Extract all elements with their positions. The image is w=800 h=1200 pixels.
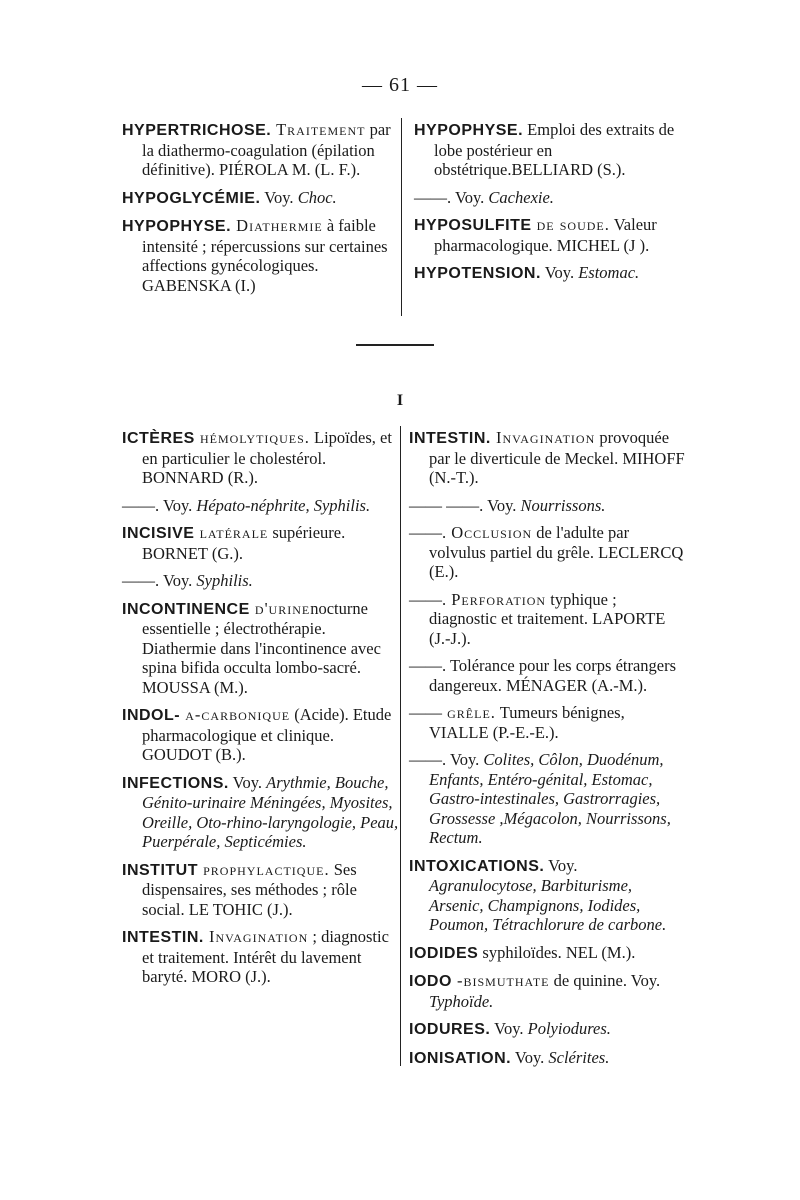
entry-text: Voy. xyxy=(260,187,298,207)
index-entry xyxy=(409,1019,685,1040)
index-entry xyxy=(414,120,688,180)
index-entry xyxy=(409,523,685,582)
entry-dash: —— ——. xyxy=(409,495,484,515)
entry-text: nocturne essentielle ; électrothérapie. Diathermie dans l'incontinence avec spina bifida occulta lombo-sacré. MOUSSA (M.). xyxy=(142,598,381,697)
entry-qualifier: d'urine xyxy=(249,598,311,618)
entry-headword: HYPERTRICHOSE. xyxy=(122,122,272,139)
entry-qualifier: Diathermie xyxy=(231,216,323,235)
entry-crossref: Choc. xyxy=(297,187,337,207)
entry-qualifier: Invagination xyxy=(490,428,596,447)
entry-text: Tumeurs bénignes, VIALLE (P.-E.-E.). xyxy=(429,703,625,742)
index-entry xyxy=(414,188,688,208)
top-left-column xyxy=(122,120,392,303)
entry-headword: INCONTINENCE xyxy=(122,600,250,618)
entry-text: à faible intensité ; répercussions sur certaines affections gynécologiques. GABENSKA (I.) xyxy=(142,216,388,295)
index-entry xyxy=(414,263,688,284)
entry-dash: ——. xyxy=(409,523,447,542)
entry-dash: ——. xyxy=(409,750,447,769)
entry-crossref: Agranulocytose, Barbiturisme, Arsenic, Champignons, Iodides, Poumon, Tétrachlorure de carbone. xyxy=(429,876,667,934)
entry-headword: INTESTIN. xyxy=(409,430,491,447)
entry-crossref: Arythmie, Bouche, Génito-urinaire Méningées, Myosites, Oreille, Oto-rhino-laryngologie, Peau, Puerpérale, Septicémies. xyxy=(142,772,399,851)
index-entry xyxy=(122,216,392,295)
index-entry xyxy=(122,599,400,698)
entry-text: Voy. xyxy=(451,187,489,207)
entry-text: syphiloïdes. NEL (M.). xyxy=(478,942,636,962)
index-entry xyxy=(409,428,685,488)
entry-text: Ses dispensaires, ses méthodes ; rôle social. LE TOHIC (J.). xyxy=(142,859,357,919)
entry-crossref: Estomac. xyxy=(578,263,640,282)
entry-qualifier: Invagination xyxy=(203,927,309,946)
entry-text: Voy. xyxy=(490,1019,528,1038)
index-entry xyxy=(122,773,400,852)
entry-text: supérieure. BORNET (G.). xyxy=(142,523,346,563)
entry-text: Voy. xyxy=(483,495,521,515)
section-divider xyxy=(356,344,434,346)
entry-dash: ——. xyxy=(122,495,160,515)
entry-headword: IODIDES xyxy=(409,944,479,962)
entry-qualifier: α-carbonique xyxy=(180,705,291,724)
entry-headword: INFECTIONS. xyxy=(122,774,229,792)
entry-dash: ——. xyxy=(122,571,160,590)
entry-headword: INTOXICATIONS. xyxy=(409,857,545,875)
entry-text: de quinine. Voy. xyxy=(549,971,661,990)
entry-crossref: Colites, Côlon, Duodénum, Enfants, Entéro-génital, Estomac, Gastro-intestinales, Gastrorragies, Grossesse ,Mégacolon, Nourrissons, Rectum. xyxy=(429,750,671,847)
entry-text: de l'adulte par volvulus partiel du grêle. LECLERCQ (E.). xyxy=(429,523,684,581)
entry-text: Valeur pharmacologique. MICHEL (J ). xyxy=(434,215,657,255)
entry-text: Voy. xyxy=(446,750,484,769)
index-entry xyxy=(122,496,400,516)
entry-qualifier: latérale xyxy=(194,523,269,542)
entry-crossref: Sclérites. xyxy=(548,1047,610,1067)
column-divider-top xyxy=(401,118,402,316)
entry-headword: IONISATION. xyxy=(409,1049,512,1067)
index-entry xyxy=(122,120,392,180)
entry-qualifier: prophylactique. xyxy=(198,859,330,879)
entry-dash: ——. xyxy=(409,589,447,609)
entry-qualifier: -bismuthate xyxy=(451,971,550,990)
index-entry xyxy=(122,705,400,765)
index-entry xyxy=(409,496,685,516)
entry-text: par la diathermo-coagulation (épilation définitive). PIÉROLA M. (L. F.). xyxy=(142,120,391,179)
entry-qualifier: Perforation xyxy=(446,589,547,609)
index-entry xyxy=(409,856,685,935)
entry-text: Voy. xyxy=(228,772,267,792)
entry-qualifier: Occlusion xyxy=(446,523,533,542)
entry-text: Voy. xyxy=(544,855,578,875)
index-entry xyxy=(409,656,685,695)
entry-text: ; diagnostic et traitement. Intérêt du lavement baryté. MORO (J.). xyxy=(142,927,389,986)
index-entry xyxy=(409,590,685,649)
entry-qualifier: grêle. xyxy=(442,703,496,722)
column-divider-bottom xyxy=(400,426,401,1066)
entry-text: Voy. xyxy=(540,263,579,282)
entry-headword: IODO xyxy=(409,973,452,990)
index-entry xyxy=(122,571,400,591)
entry-headword: HYPOPHYSE. xyxy=(122,218,232,235)
index-entry xyxy=(414,215,688,255)
index-entry xyxy=(409,971,685,1011)
entry-headword: HYPOTENSION. xyxy=(414,265,541,282)
entry-dash: —— xyxy=(409,703,442,722)
entry-crossref: Polyiodures. xyxy=(527,1019,611,1038)
index-entry xyxy=(122,188,392,209)
entry-dash: ——. xyxy=(409,656,447,675)
index-entry xyxy=(409,750,685,848)
entry-text: Voy. xyxy=(159,571,197,590)
entry-headword: INCISIVE xyxy=(122,525,195,542)
entry-headword: IODURES. xyxy=(409,1021,491,1038)
index-entry xyxy=(409,943,685,964)
bottom-right-column xyxy=(409,428,685,1076)
entry-crossref: Hépato-néphrite, Syphilis. xyxy=(196,495,371,515)
entry-headword: INSTITUT xyxy=(122,861,198,879)
entry-headword: INTESTIN. xyxy=(122,929,204,946)
top-right-column xyxy=(414,120,688,292)
entry-headword: INDOL- xyxy=(122,707,181,724)
entry-headword: HYPOSULFITE xyxy=(414,217,532,234)
index-entry xyxy=(122,523,400,563)
index-entry xyxy=(409,1048,685,1069)
entry-dash: ——. xyxy=(414,187,452,207)
entry-text: Emploi des extraits de lobe postérieur en obstétrique.BELLIARD (S.). xyxy=(434,120,675,179)
entry-text: Lipoïdes, et en particulier le cholestérol. BONNARD (R.). xyxy=(142,428,392,487)
index-entry xyxy=(122,860,400,920)
entry-crossref: Typhoïde. xyxy=(429,991,494,1011)
index-entry xyxy=(122,428,400,488)
entry-text: Tolérance pour les corps étrangers dangereux. MÉNAGER (A.-M.). xyxy=(429,656,677,695)
entry-crossref: Syphilis. xyxy=(196,571,253,590)
entry-qualifier: Traitement xyxy=(271,120,366,139)
entry-headword: ICTÈRES xyxy=(122,430,195,447)
bottom-left-column xyxy=(122,428,400,995)
entry-text: typhique ; diagnostic et traitement. LAPORTE (J.-J.). xyxy=(429,589,666,648)
entry-headword: HYPOPHYSE. xyxy=(414,122,524,139)
section-letter: I xyxy=(396,392,404,409)
entry-headword: HYPOGLYCÉMIE. xyxy=(122,189,261,207)
entry-qualifier: de soude. xyxy=(531,215,610,234)
index-entry xyxy=(409,703,685,742)
entry-crossref: Cachexie. xyxy=(488,187,554,207)
entry-text: provoquée par le diverticule de Meckel. MIHOFF (N.-T.). xyxy=(429,428,685,487)
entry-text: Voy. xyxy=(159,495,197,515)
entry-text: Voy. xyxy=(511,1047,549,1067)
page-number: — 61 — xyxy=(362,74,438,96)
entry-crossref: Nourrissons. xyxy=(520,495,606,515)
entry-text: (Acide). Etude pharmacologique et clinique. GOUDOT (B.). xyxy=(142,705,392,764)
index-entry xyxy=(122,927,400,987)
entry-qualifier: hémolytiques. xyxy=(194,428,310,447)
